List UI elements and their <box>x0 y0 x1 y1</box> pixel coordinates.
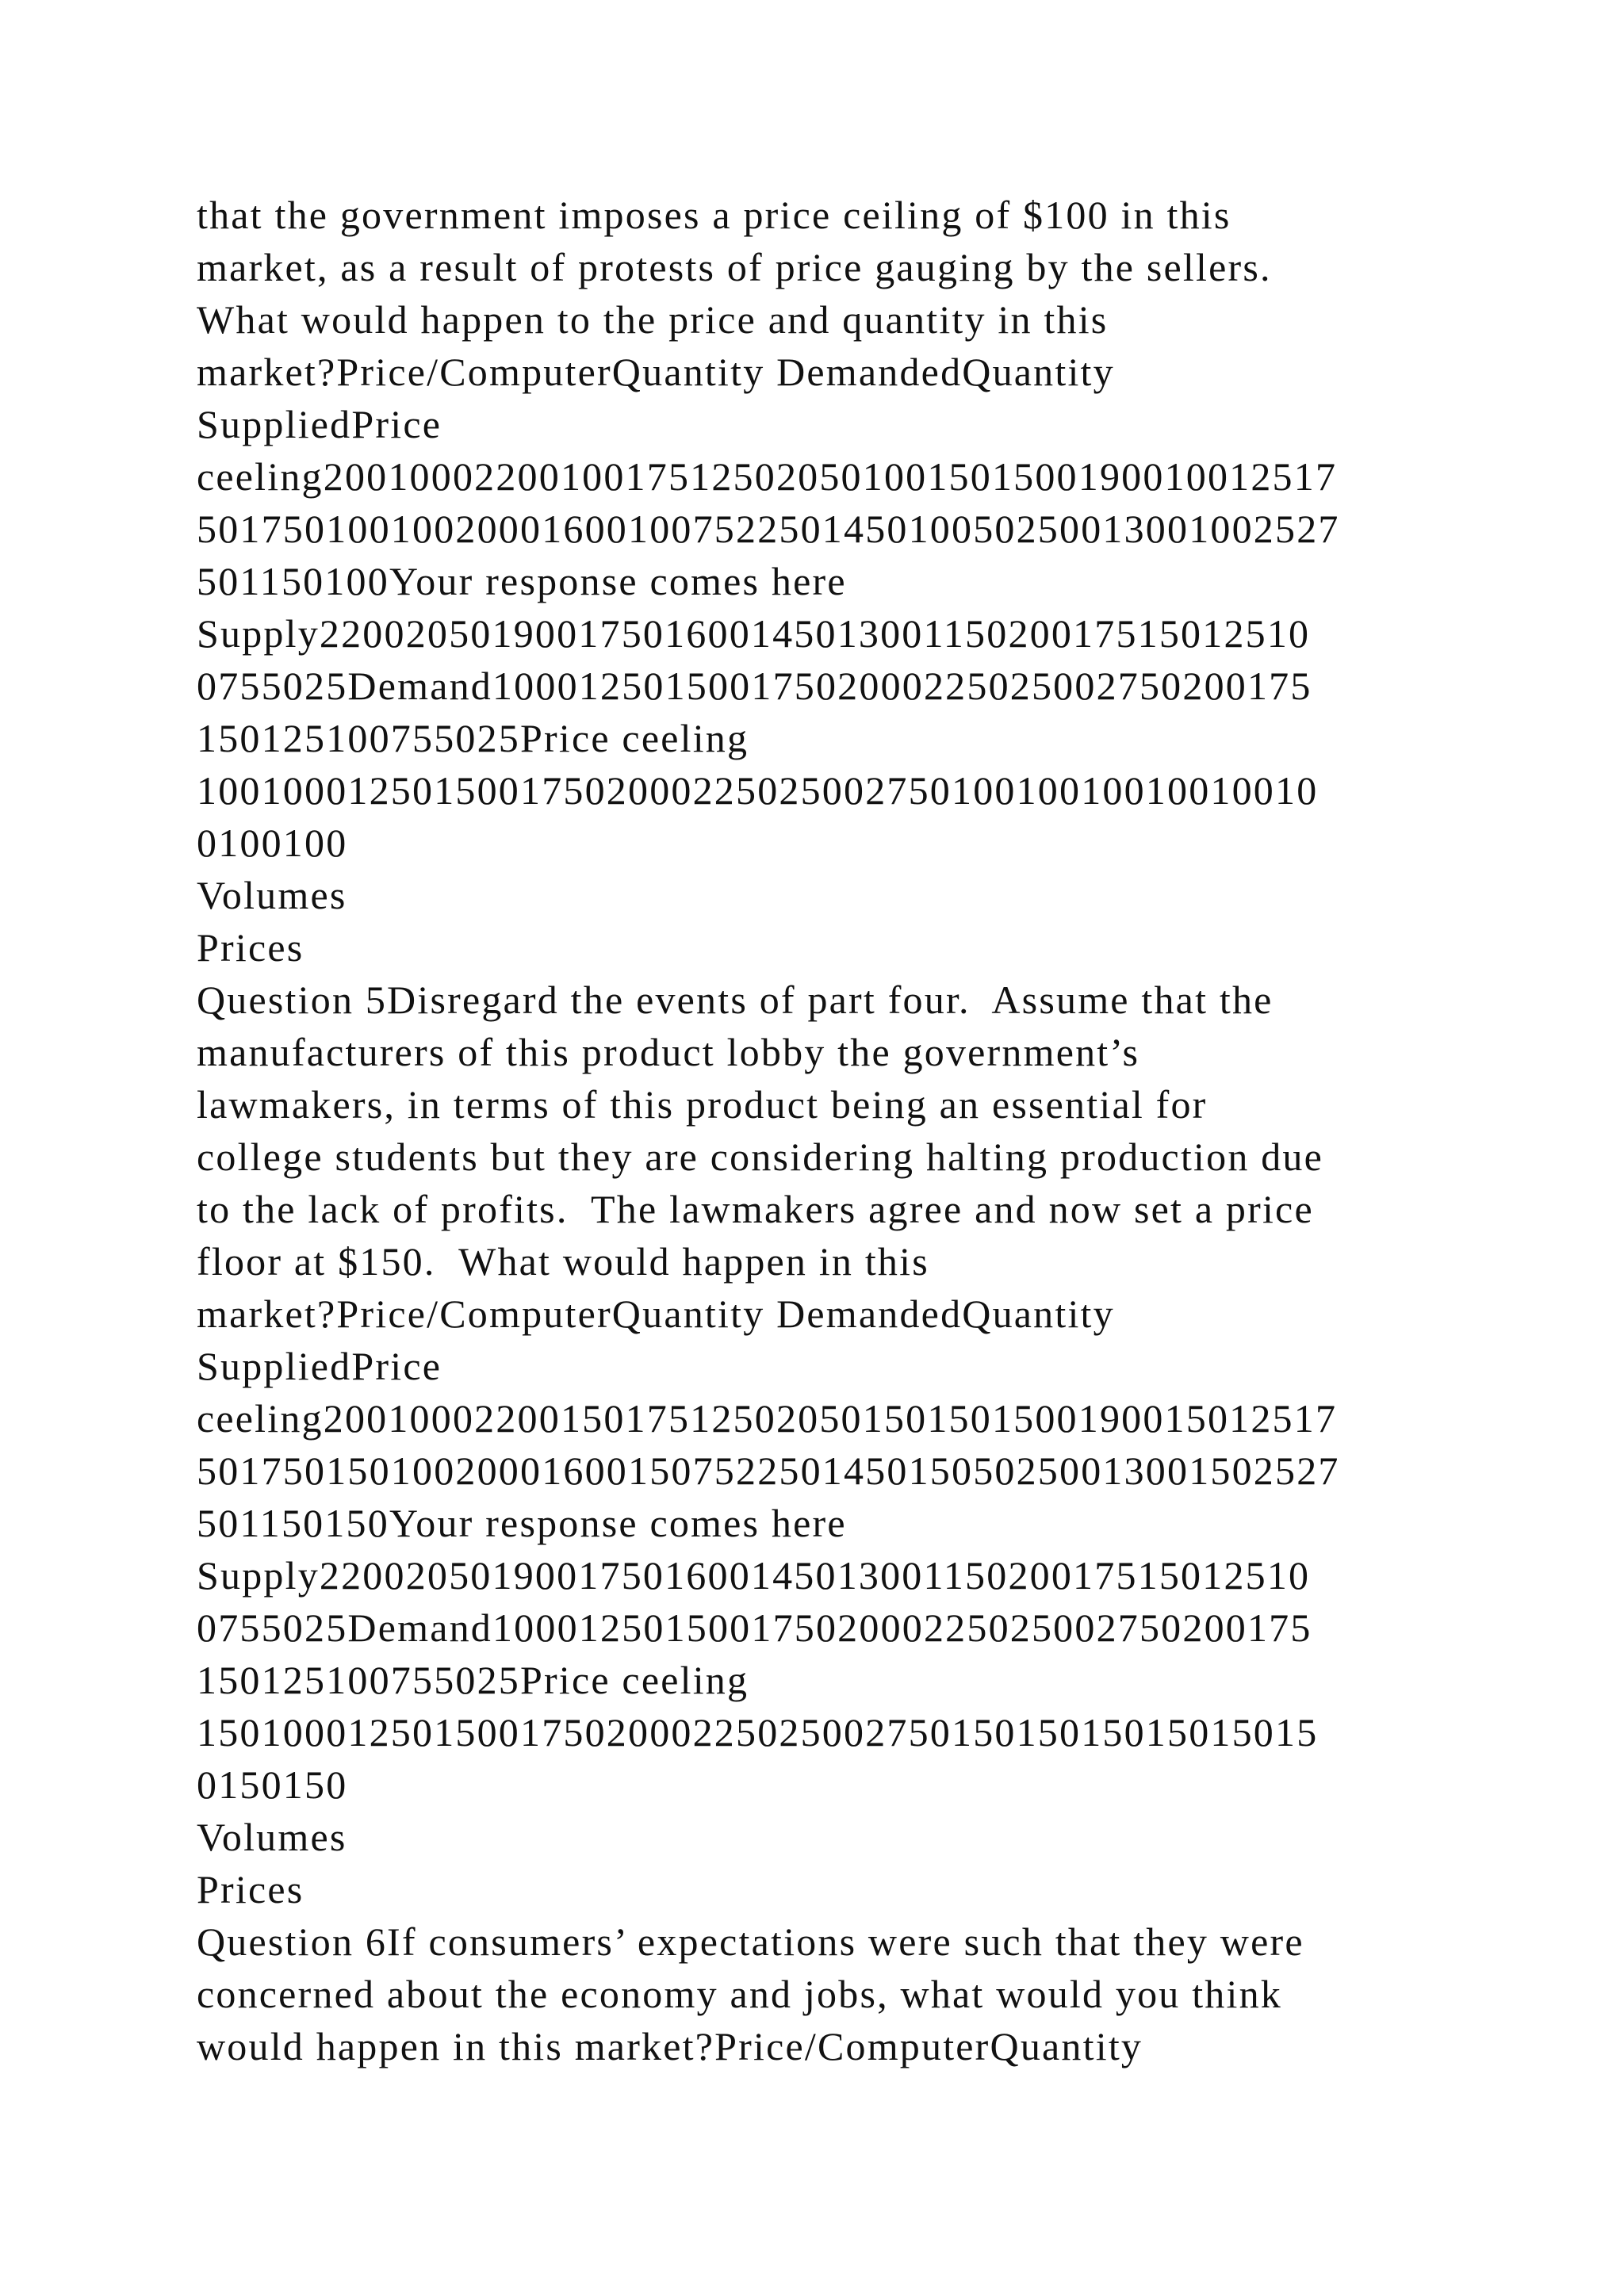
text-line: 0755025Demand10001250150017502000225025002750200175 <box>197 664 1312 708</box>
text-line: floor at $150. What would happen in this <box>197 1239 929 1284</box>
text-line: would happen in this market?Price/ComputerQuantity <box>197 2024 1143 2068</box>
text-line: SuppliedPrice <box>197 402 442 446</box>
text-line: Volumes <box>197 873 347 917</box>
text-line: 501150150Your response comes here <box>197 1501 847 1545</box>
text-line: Question 5Disregard the events of part four. Assume that the <box>197 978 1274 1022</box>
text-line: 0150150 <box>197 1762 348 1807</box>
text-line: 1001000125015001750200022502500275010010010010010010 <box>197 768 1319 813</box>
text-line: market, as a result of protests of price gauging by the sellers. <box>197 245 1272 289</box>
text-line: 1501000125015001750200022502500275015015015015015015 <box>197 1710 1319 1755</box>
text-line: that the government imposes a price ceiling of $100 in this <box>197 193 1231 237</box>
text-line: market?Price/ComputerQuantity DemandedQuantity <box>197 350 1115 394</box>
text-line: manufacturers of this product lobby the government’s <box>197 1030 1140 1074</box>
text-line: to the lack of profits. The lawmakers agree and now set a price <box>197 1187 1314 1231</box>
text-line: 501150100Your response comes here <box>197 559 847 603</box>
text-line: 0100100 <box>197 821 348 865</box>
text-line: Question 6If consumers’ expectations were such that they were <box>197 1919 1304 1964</box>
text-line: 150125100755025Price ceeling <box>197 1658 749 1702</box>
text-line: 50175015010020001600150752250145015050250013001502527 <box>197 1448 1340 1493</box>
document-text <box>197 189 1545 2072</box>
text-line: Prices <box>197 925 304 970</box>
text-line: college students but they are considering halting production due <box>197 1135 1324 1179</box>
text-line: market?Price/ComputerQuantity DemandedQuantity <box>197 1292 1115 1336</box>
text-line: 0755025Demand10001250150017502000225025002750200175 <box>197 1605 1312 1650</box>
text-line: ceeling20010002200150175125020501501501500190015012517 <box>197 1396 1338 1441</box>
text-line: concerned about the economy and jobs, what would you think <box>197 1972 1282 2016</box>
text-line: Supply2200205019001750160014501300115020017515012510 <box>197 611 1311 656</box>
text-line: Volumes <box>197 1815 347 1859</box>
text-line: 50175010010020001600100752250145010050250013001002527 <box>197 507 1340 551</box>
text-line: ceeling20010002200100175125020501001501500190010012517 <box>197 454 1338 499</box>
text-line: SuppliedPrice <box>197 1344 442 1388</box>
text-line: Prices <box>197 1867 304 1911</box>
text-line: 150125100755025Price ceeling <box>197 716 749 760</box>
text-line: Supply2200205019001750160014501300115020017515012510 <box>197 1553 1311 1598</box>
text-line: lawmakers, in terms of this product being an essential for <box>197 1082 1208 1127</box>
text-line: What would happen to the price and quantity in this <box>197 297 1109 342</box>
